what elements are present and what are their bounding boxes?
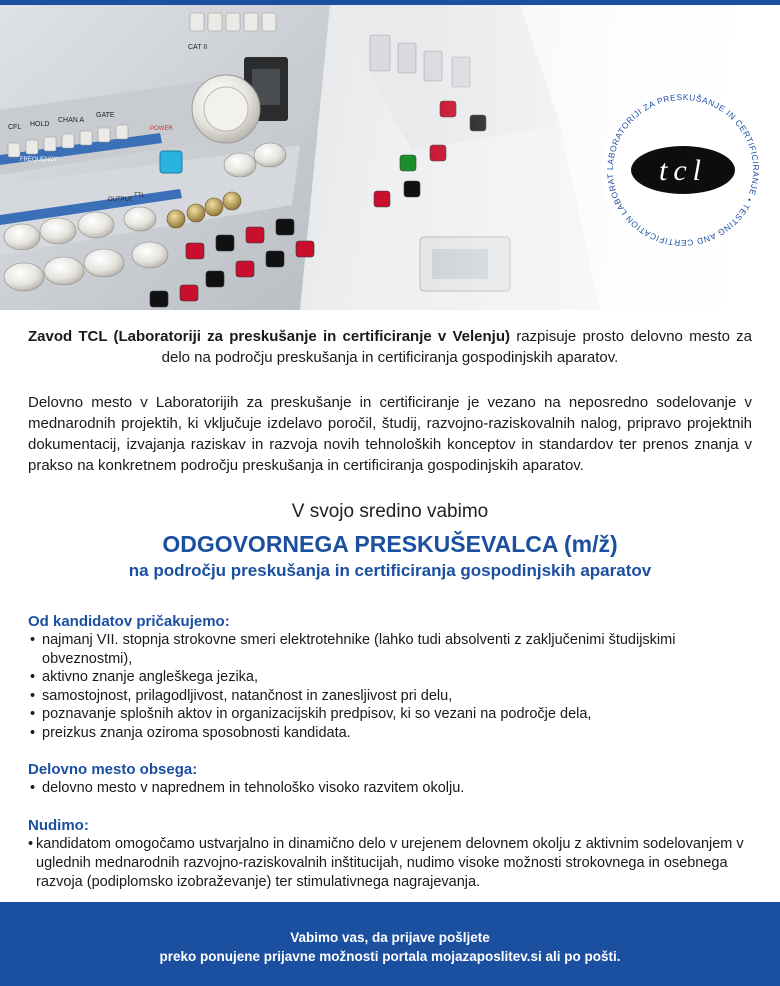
list-item: • samostojnost, prilagodljivost, natančnost in zanesljivost pri delu, bbox=[28, 687, 752, 706]
footer-banner bbox=[0, 902, 780, 986]
hero-photo bbox=[0, 5, 780, 310]
instrument-label-hold: HOLD bbox=[30, 121, 50, 128]
scope-title: Delovno mesto obsega: bbox=[28, 761, 198, 778]
logo-ring-text: LABORATORIJI ZA PRESKUŠANJE IN CERTIFICIRANJE • TESTING AND CERTIFICATION LABORAT bbox=[604, 91, 762, 249]
intro-text: razpisuje prosto delovno mesto za delo na področju preskušanja in certificiranja gospodinjskih aparatov. bbox=[161, 328, 752, 366]
intro-paragraph bbox=[28, 326, 752, 368]
job-ad-content bbox=[28, 326, 752, 892]
list-item: • aktivno znanje angleškega jezika, bbox=[28, 668, 752, 687]
offer-title: Nudimo: bbox=[28, 816, 89, 834]
expectations-title: Od kandidatov pričakujemo: bbox=[28, 613, 230, 630]
footer-line-2: preko ponujene prijavne možnosti portala mojazaposlitev.si ali po pošti. bbox=[159, 949, 621, 964]
invite-lead: V svojo sredino vabimo bbox=[291, 501, 489, 522]
position-field: na področju preskušanja in certificiranja gospodinjskih aparatov bbox=[128, 561, 652, 580]
list-item: • delovno mesto v naprednem in tehnološko visoko razvitem okolju. bbox=[28, 779, 752, 798]
tcl-logo bbox=[598, 85, 768, 255]
footer-line-1: Vabimo vas, da prijave pošljete bbox=[290, 930, 490, 945]
instrument-label-cfl: CFL bbox=[8, 124, 22, 131]
instrument-label-frequency: FREQUENCY bbox=[20, 157, 58, 163]
instrument-label-output: OUTPUT bbox=[108, 197, 133, 203]
instrument-label-gate: GATE bbox=[96, 112, 115, 119]
organization-name: Zavod TCL (Laboratoriji za preskušanje in certificiranje v Velenju) bbox=[28, 328, 510, 345]
instrument-label-ttl: TTL bbox=[134, 193, 145, 199]
expectations-list bbox=[28, 631, 752, 742]
description-paragraph: Delovno mesto v Laboratorijih za preskušanje in certificiranje je vezano na neposredno sodelovanje v mednarodnih projektih, ki vključuje izdelavo poročil, študij, razvojno-raziskovalnih nalog, pripravo projektnih dokumentacij, izvajanja raziskav in razvoja novih tehnoloških konceptov in standardov ter prenos znanja v prakso na konkretnem področju preskušanja in certificiranja gospodinjskih aparatov. bbox=[28, 394, 752, 474]
instrument-label-chan-a: CHAN A bbox=[58, 117, 85, 124]
list-item: • najmanj VII. stopnja strokovne smeri elektrotehnike (lahko tudi absolventi z zaključenimi študijskimi obveznostmi), bbox=[28, 631, 752, 668]
list-item: • poznavanje splošnih aktov in organizacijskih predpisov, ki so vezani na področje dela, bbox=[28, 705, 752, 724]
position-title: ODGOVORNEGA PRESKUŠEVALCA (m/ž) bbox=[162, 531, 618, 557]
offer-text: • kandidatom omogočamo ustvarjalno in dinamično delo v urejenem delovnem okolju z aktivnim sodelovanjem v uglednih mednarodnih razvojno-raziskovalnih inštitucijah, nudimo visoke možnosti strokovnega in osebnega razvoja (podiplomsko izobraževanje) ter stimulativnega nagrajevanja. bbox=[28, 835, 752, 892]
list-item: • preizkus znanja oziroma sposobnosti kandidata. bbox=[28, 724, 752, 743]
logo-initials: tcl bbox=[659, 154, 707, 187]
instrument-label-cat: CAT II bbox=[188, 44, 208, 51]
instrument-label-power: POWER bbox=[150, 126, 173, 132]
scope-list bbox=[28, 779, 752, 798]
